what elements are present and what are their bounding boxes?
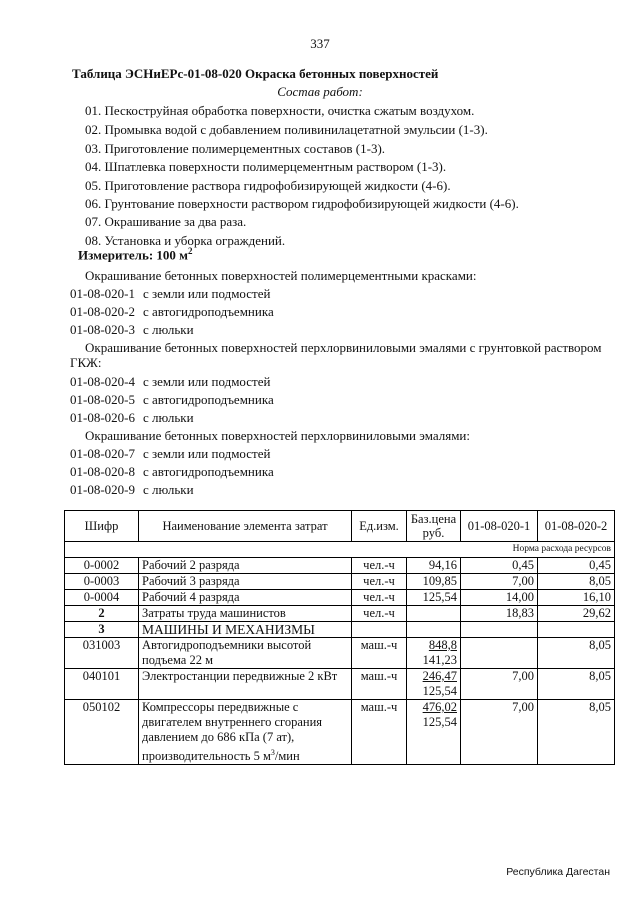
cell-unit: чел.-ч [352, 606, 407, 622]
rate-code: 01-08-020-1 [70, 286, 135, 301]
machines-header-row [65, 622, 615, 638]
cell-price [407, 700, 461, 765]
table-row [65, 669, 615, 700]
operation-item: 03. Приготовление полимерцементных составов (1-3). [85, 141, 386, 156]
rate-desc: с земли или подмостей [143, 286, 271, 301]
rate-code: 01-08-020-3 [70, 322, 135, 337]
cell-unit: чел.-ч [352, 574, 407, 590]
cell-name-tail: /мин [274, 749, 300, 764]
work-composition-header: Состав работ: [277, 84, 363, 99]
measure-sup: 2 [188, 246, 193, 256]
cell-v1: 7,00 [461, 700, 538, 765]
cell-price [407, 638, 461, 669]
operation-item: 07. Окрашивание за два раза. [85, 214, 247, 229]
table-header-row [65, 511, 615, 542]
rate-code: 01-08-020-6 [70, 410, 135, 425]
table-row [65, 558, 615, 574]
header-col1: 01-08-020-1 [461, 511, 538, 542]
cell-code: 031003 [65, 638, 139, 669]
rate-desc: с земли или подмостей [143, 374, 271, 389]
cell-price: 125,54 [407, 590, 461, 606]
table-row [65, 638, 615, 669]
cell-v1: 18,83 [461, 606, 538, 622]
cell-v2 [538, 622, 615, 638]
price-top: 848,8 [428, 638, 457, 652]
cell-v2: 29,62 [538, 606, 615, 622]
resource-table [64, 510, 615, 765]
rate-desc: с автогидроподъемника [143, 464, 274, 479]
group-heading-cont: ГКЖ: [70, 355, 102, 370]
cell-unit: маш.-ч [352, 638, 407, 669]
rate-desc: с люльки [143, 410, 194, 425]
price-bottom: 125,54 [422, 684, 457, 698]
rate-code: 01-08-020-7 [70, 446, 135, 461]
cell-v2: 8,05 [538, 669, 615, 700]
table-title: Таблица ЭСНиЕРс-01-08-020 Окраска бетонных поверхностей [72, 66, 439, 81]
table-row [65, 590, 615, 606]
header-code: Шифр [65, 511, 139, 542]
cell-v1: 14,00 [461, 590, 538, 606]
measure-label: Измеритель: 100 м [78, 247, 189, 263]
cell-code: 3 [65, 622, 139, 638]
price-bottom: 125,54 [422, 715, 457, 729]
cell-name: МАШИНЫ И МЕХАНИЗМЫ [139, 622, 352, 638]
cell-unit: чел.-ч [352, 590, 407, 606]
cell-price [407, 606, 461, 622]
measure-unit [78, 246, 193, 263]
cell-unit: чел.-ч [352, 558, 407, 574]
rate-code: 01-08-020-2 [70, 304, 135, 319]
cell-price [407, 622, 461, 638]
cell-name: Электростанции передвижные 2 кВт [139, 669, 352, 700]
cell-name-sup: 3 [270, 748, 275, 757]
page-number: 337 [310, 36, 330, 51]
table-row [65, 574, 615, 590]
cell-v1: 7,00 [461, 574, 538, 590]
rate-code: 01-08-020-4 [70, 374, 135, 389]
table-row [65, 700, 615, 765]
rate-desc: с люльки [143, 482, 194, 497]
cell-v2: 0,45 [538, 558, 615, 574]
price-bottom: 141,23 [422, 653, 457, 667]
cell-price [407, 669, 461, 700]
cell-unit [352, 622, 407, 638]
price-top: 246,47 [422, 669, 457, 683]
cell-v1: 7,00 [461, 669, 538, 700]
cell-v1 [461, 638, 538, 669]
cell-name: Рабочий 2 разряда [139, 558, 352, 574]
header-price-line1: Баз.цена [410, 512, 457, 526]
norm-caption: Норма расхода ресурсов [65, 542, 615, 558]
cell-name: Затраты труда машинистов [139, 606, 352, 622]
price-top: 476,02 [422, 700, 457, 714]
operation-item: 02. Промывка водой с добавлением поливинилацетатной эмульсии (1-3). [85, 122, 488, 137]
cell-name: Рабочий 4 разряда [139, 590, 352, 606]
cell-code: 2 [65, 606, 139, 622]
cell-code: 0-0002 [65, 558, 139, 574]
cell-v2: 8,05 [538, 700, 615, 765]
rate-desc: с автогидроподъемника [143, 304, 274, 319]
cell-code: 040101 [65, 669, 139, 700]
cell-code: 050102 [65, 700, 139, 765]
cell-v2: 8,05 [538, 638, 615, 669]
norm-caption-row [65, 542, 615, 558]
header-price [407, 511, 461, 542]
header-col2: 01-08-020-2 [538, 511, 615, 542]
header-price-line2: руб. [422, 526, 445, 540]
rate-code: 01-08-020-5 [70, 392, 135, 407]
cell-name [139, 638, 352, 669]
group-heading: Окрашивание бетонных поверхностей перхлорвиниловыми эмалями: [85, 428, 470, 443]
cell-name-line: подъема 22 м [142, 653, 213, 667]
operation-item: 04. Шпатлевка поверхности полимерцементным раствором (1-3). [85, 159, 447, 174]
cell-v1: 0,45 [461, 558, 538, 574]
rate-desc: с земли или подмостей [143, 446, 271, 461]
cell-name-line: производительность 5 м [142, 749, 271, 764]
header-unit: Ед.изм. [352, 511, 407, 542]
cell-unit: маш.-ч [352, 700, 407, 765]
rate-desc: с автогидроподъемника [143, 392, 274, 407]
cell-code: 0-0004 [65, 590, 139, 606]
cell-unit: маш.-ч [352, 669, 407, 700]
cell-v1 [461, 622, 538, 638]
machinist-row [65, 606, 615, 622]
cell-name-line: Автогидроподъемники высотой [142, 638, 312, 652]
operation-item: 01. Пескоструйная обработка поверхности, очистка сжатым воздухом. [85, 103, 475, 118]
cell-name-line: двигателем внутреннего сгорания [142, 715, 323, 729]
group-heading: Окрашивание бетонных поверхностей перхлорвиниловыми эмалями с грунтовкой раствором [85, 340, 602, 355]
group-heading: Окрашивание бетонных поверхностей полимерцементными красками: [85, 268, 477, 283]
cell-v2: 16,10 [538, 590, 615, 606]
operation-item: 05. Приготовление раствора гидрофобизирующей жидкости (4-6). [85, 178, 451, 193]
cell-price: 109,85 [407, 574, 461, 590]
cell-code: 0-0003 [65, 574, 139, 590]
operation-item: 06. Грунтование поверхности раствором гидрофобизирующей жидкости (4-6). [85, 196, 519, 211]
header-name: Наименование элемента затрат [139, 511, 352, 542]
cell-v2: 8,05 [538, 574, 615, 590]
cell-price: 94,16 [407, 558, 461, 574]
footer-region: Республика Дагестан [506, 866, 610, 878]
operation-item: 08. Установка и уборка ограждений. [85, 233, 286, 248]
cell-name [139, 700, 352, 765]
rate-code: 01-08-020-8 [70, 464, 135, 479]
cell-name-line: Компрессоры передвижные с [142, 700, 299, 714]
rate-code: 01-08-020-9 [70, 482, 135, 497]
rate-desc: с люльки [143, 322, 194, 337]
cell-name-line: давлением до 686 кПа (7 ат), [142, 730, 295, 744]
cell-name: Рабочий 3 разряда [139, 574, 352, 590]
